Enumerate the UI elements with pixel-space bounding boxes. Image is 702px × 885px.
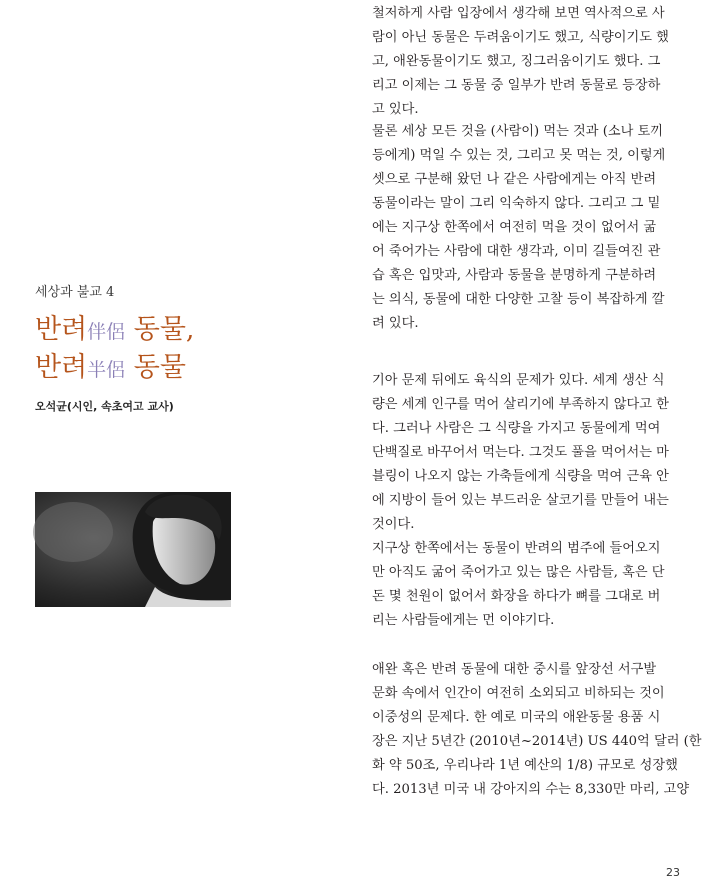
text-line: 셋으로 구분해 왔던 나 같은 사람에게는 아직 반려 — [372, 172, 657, 187]
text-line: 고, 애완동물이기도 했고, 징그러움이기도 했다. 그 — [372, 54, 661, 69]
paragraph — [372, 537, 668, 633]
text-line: 이중성의 문제다. 한 예로 미국의 애완동물 용품 시 — [372, 710, 661, 725]
text-line: 는 의식, 동물에 대한 다양한 고찰 등이 복잡하게 깔 — [372, 292, 665, 307]
text-line: 기아 문제 뒤에도 육식의 문제가 있다. 세계 생산 식 — [372, 373, 665, 388]
text-line: 등에게) 먹일 수 있는 것, 그리고 못 먹는 것, 이렇게 — [372, 148, 666, 163]
text-line: 애완 혹은 반려 동물에 대한 중시를 앞장선 서구발 — [372, 662, 657, 677]
title-line-1 — [35, 312, 195, 350]
text-line: 문화 속에서 인간이 여전히 소외되고 비하되는 것이 — [372, 686, 665, 701]
author-byline: 오석균(시인, 속초여고 교사) — [35, 400, 174, 413]
paragraph — [372, 120, 668, 336]
paragraph — [372, 369, 668, 537]
title-line-2 — [35, 350, 195, 388]
text-line: 람이 아닌 동물은 두려움이기도 했고, 식량이기도 했 — [372, 30, 669, 45]
paragraph — [372, 658, 702, 802]
author-photo — [35, 492, 231, 607]
text-line: 것이다. — [372, 517, 415, 532]
text-line: 동물이라는 말이 그리 익숙하지 않다. 그리고 그 밑 — [372, 196, 661, 211]
title-hangul: 반려 — [35, 352, 88, 383]
page-number: 23 — [666, 866, 680, 879]
text-line: 돈 몇 천원이 없어서 화장을 하다가 뼈를 그대로 버 — [372, 589, 661, 604]
text-line: 리는 사람들에게는 먼 이야기다. — [372, 613, 555, 628]
text-line: 만 아직도 굶어 죽어가고 있는 많은 사람들, 혹은 단 — [372, 565, 665, 580]
text-line: 단백질로 바꾸어서 먹는다. 그것도 풀을 먹어서는 마 — [372, 445, 669, 460]
text-line: 지구상 한쪽에서는 동물이 반려의 범주에 들어오지 — [372, 541, 661, 556]
article-title — [35, 312, 195, 388]
text-line: 리고 이제는 그 동물 중 일부가 반려 동물로 등장하 — [372, 78, 661, 93]
text-line: 블링이 나오지 않는 가축들에게 식량을 먹여 근육 안 — [372, 469, 669, 484]
text-line: 다. 그러나 사람은 그 식량을 가지고 동물에게 먹여 — [372, 421, 661, 436]
title-hanja: 伴侶 — [87, 321, 126, 343]
text-line: 장은 지난 5년간 (2010년~2014년) US 440억 달러 (한 — [372, 734, 702, 749]
text-line: 량은 세계 인구를 먹어 살리기에 부족하지 않다고 한 — [372, 397, 669, 412]
text-line: 어 죽어가는 사람에 대한 생각과, 이미 길들여진 관 — [372, 244, 661, 259]
text-line: 물론 세상 모든 것을 (사람이) 먹는 것과 (소나 토끼 — [372, 124, 664, 139]
text-line: 에는 지구상 한쪽에서 여전히 먹을 것이 없어서 굶 — [372, 220, 657, 235]
text-line: 다. 2013년 미국 내 강아지의 수는 8,330만 마리, 고양 — [372, 782, 690, 797]
title-word: 동물 — [125, 352, 186, 383]
text-line: 에 지방이 들어 있는 부드러운 살코기를 만들어 내는 — [372, 493, 669, 508]
paragraph — [372, 2, 668, 122]
text-line: 화 약 50조, 우리나라 1년 예산의 1/8) 규모로 성장했 — [372, 758, 678, 773]
series-label: 세상과 불교 4 — [35, 285, 115, 300]
text-line: 려 있다. — [372, 316, 419, 331]
text-line: 고 있다. — [372, 102, 419, 117]
title-word: 동물, — [125, 314, 195, 345]
text-line: 습 혹은 입맛과, 사람과 동물을 분명하게 구분하려 — [372, 268, 657, 283]
text-line: 철저하게 사람 입장에서 생각해 보면 역사적으로 사 — [372, 6, 665, 21]
title-hangul: 반려 — [35, 314, 88, 345]
title-hanja: 半侶 — [87, 359, 126, 381]
